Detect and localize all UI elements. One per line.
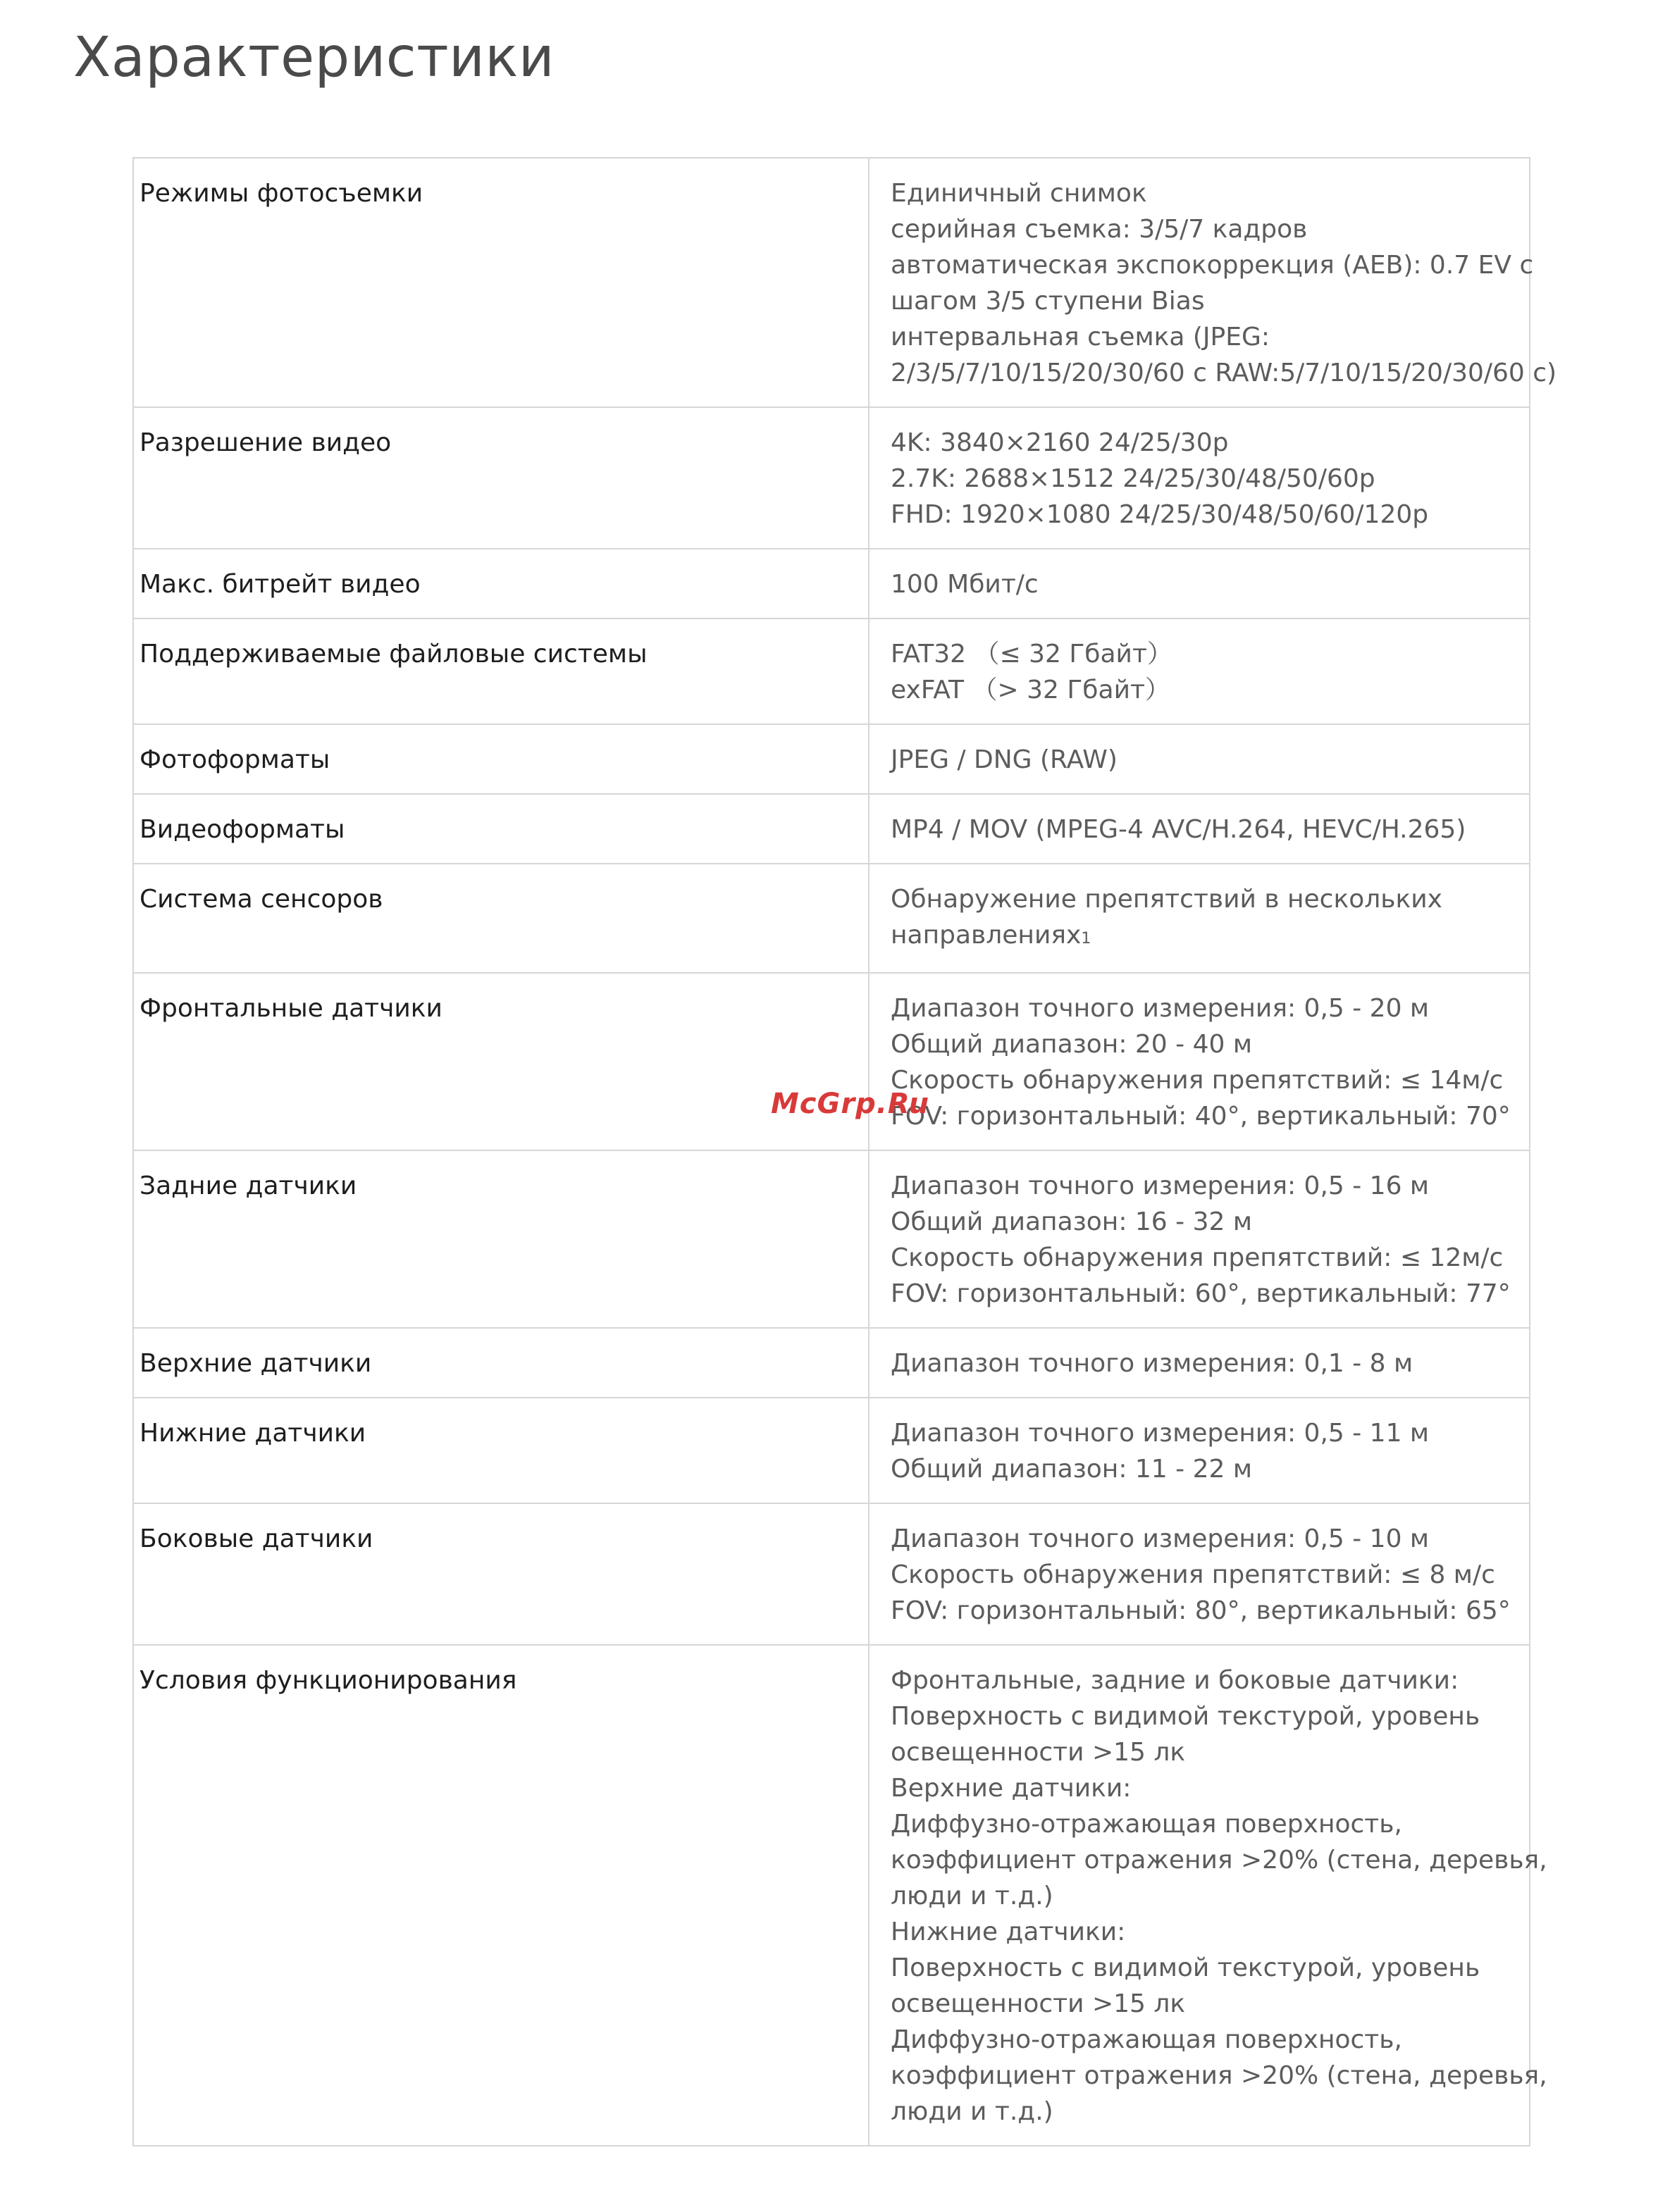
spec-value-text: Скорость обнаружения препятствий: ≤ 8 м/с	[891, 1560, 1495, 1589]
spec-value-text: коэффициент отражения >20% (стена, деревья,	[891, 1846, 1547, 1875]
spec-value-text: 2/3/5/7/10/15/20/30/60 с RAW:5/7/10/15/20/30/60 с)	[891, 359, 1557, 387]
spec-value-text: Диффузно-отражающая поверхность,	[891, 2025, 1402, 2054]
spec-value-line	[891, 1663, 1515, 1698]
spec-value-line	[891, 636, 1515, 672]
spec-row	[133, 973, 1530, 1150]
spec-row	[133, 724, 1530, 794]
spec-value-text: Фронтальные, задние и боковые датчики:	[891, 1666, 1459, 1695]
spec-row	[133, 1328, 1530, 1398]
spec-value-line	[891, 1451, 1515, 1487]
spec-label: Видеоформаты	[133, 794, 869, 864]
spec-value-line	[891, 742, 1515, 778]
spec-label: Поддерживаемые файловые системы	[133, 619, 869, 724]
spec-row	[133, 1503, 1530, 1645]
spec-value-line	[891, 1098, 1515, 1134]
spec-value-line	[891, 1346, 1515, 1381]
spec-label: Задние датчики	[133, 1150, 869, 1328]
spec-value-line	[891, 425, 1515, 461]
spec-value	[869, 407, 1530, 549]
spec-value-line	[891, 355, 1557, 391]
spec-label: Условия функционирования	[133, 1645, 869, 2146]
spec-value-line	[891, 1806, 1515, 1842]
spec-value-line	[891, 1593, 1515, 1629]
spec-value	[869, 549, 1530, 619]
spec-value-text: Единичный снимок	[891, 179, 1147, 208]
spec-value-text: exFAT （> 32 Гбайт）	[891, 676, 1170, 704]
spec-value-line	[891, 2058, 1547, 2094]
spec-value-text: коэффициент отражения >20% (стена, деревья,	[891, 2061, 1547, 2090]
spec-value-line	[891, 211, 1515, 247]
spec-table	[132, 157, 1557, 2146]
spec-value-line	[891, 247, 1534, 283]
spec-label: Система сенсоров	[133, 864, 869, 973]
spec-value-line	[891, 2022, 1515, 2058]
spec-value-line	[891, 1062, 1515, 1098]
spec-value-text: направлениях	[891, 921, 1082, 950]
spec-row	[133, 864, 1530, 973]
spec-value-text: Скорость обнаружения препятствий: ≤ 12м/с	[891, 1243, 1504, 1272]
spec-value-text: Нижние датчики:	[891, 1918, 1126, 1946]
spec-value-line	[891, 881, 1515, 917]
spec-value-line	[891, 1950, 1515, 1986]
spec-value	[869, 973, 1530, 1150]
spec-value-text: 4K: 3840×2160 24/25/30p	[891, 428, 1229, 457]
spec-value-line	[891, 497, 1515, 533]
spec-value-text: Диапазон точного измерения: 0,5 - 20 м	[891, 994, 1430, 1023]
spec-value-line	[891, 1521, 1515, 1557]
spec-value-text: освещенности >15 лк	[891, 1738, 1186, 1767]
spec-value-text: Общий диапазон: 11 - 22 м	[891, 1455, 1252, 1484]
footnote-marker: 1	[1081, 930, 1091, 947]
spec-value	[869, 1398, 1530, 1503]
spec-row	[133, 549, 1530, 619]
spec-value	[869, 158, 1557, 407]
spec-value-text: автоматическая экспокоррекция (AEB): 0.7 EV с	[891, 251, 1534, 280]
spec-value-line	[891, 1204, 1515, 1240]
spec-value-line	[891, 461, 1515, 497]
spec-value-text: Диапазон точного измерения: 0,5 - 10 м	[891, 1524, 1430, 1553]
spec-value-text: Поверхность с видимой текстурой, уровень	[891, 1702, 1480, 1731]
spec-row	[133, 1645, 1530, 2146]
spec-value-line	[891, 1168, 1515, 1204]
spec-value-line	[891, 1734, 1515, 1770]
spec-value-text: FHD: 1920×1080 24/25/30/48/50/60/120p	[891, 500, 1429, 529]
spec-label: Разрешение видео	[133, 407, 869, 549]
spec-value-text: Общий диапазон: 16 - 32 м	[891, 1207, 1252, 1236]
spec-value	[869, 1150, 1530, 1328]
spec-value-line	[891, 1276, 1515, 1312]
spec-row	[133, 158, 1530, 407]
spec-value-text: серийная съемка: 3/5/7 кадров	[891, 215, 1308, 244]
spec-value-text: Диапазон точного измерения: 0,5 - 16 м	[891, 1172, 1430, 1200]
spec-value-text: Верхние датчики:	[891, 1774, 1132, 1803]
spec-table-body	[133, 158, 1557, 2146]
spec-value-line	[891, 812, 1515, 847]
spec-label: Макс. битрейт видео	[133, 549, 869, 619]
spec-row	[133, 794, 1530, 864]
spec-value	[869, 864, 1530, 973]
spec-value-line	[891, 990, 1515, 1026]
spec-value-line	[891, 1914, 1515, 1950]
spec-label: Фотоформаты	[133, 724, 869, 794]
spec-value-text: Обнаружение препятствий в нескольких	[891, 885, 1442, 914]
spec-value-text: 100 Мбит/с	[891, 570, 1039, 599]
spec-value-line	[891, 1026, 1515, 1062]
spec-value-line	[891, 1415, 1515, 1451]
spec-value-text: JPEG / DNG (RAW)	[891, 745, 1118, 774]
spec-value-line	[891, 1240, 1515, 1276]
spec-value-line	[891, 175, 1515, 211]
spec-row	[133, 1150, 1530, 1328]
spec-value-line	[891, 1698, 1515, 1734]
spec-value-line	[891, 1842, 1547, 1878]
spec-value	[869, 1645, 1547, 2146]
spec-value-text: FOV: горизонтальный: 80°, вертикальный: 65°	[891, 1596, 1511, 1625]
spec-value-text: люди и т.д.)	[891, 2097, 1053, 2126]
spec-label: Режимы фотосъемки	[133, 158, 869, 407]
spec-value-text: шагом 3/5 ступени Bias	[891, 287, 1205, 316]
spec-value-text: Общий диапазон: 20 - 40 м	[891, 1030, 1252, 1059]
spec-value-text: Диапазон точного измерения: 0,5 - 11 м	[891, 1419, 1430, 1448]
spec-value-text: MP4 / MOV (MPEG-4 AVC/H.264, HEVC/H.265)	[891, 815, 1466, 844]
spec-value-text: FOV: горизонтальный: 40°, вертикальный: 70°	[891, 1102, 1511, 1131]
spec-value-text: Диапазон точного измерения: 0,1 - 8 м	[891, 1349, 1413, 1378]
spec-value-text: интервальная съемка (JPEG:	[891, 323, 1270, 352]
spec-value-line	[891, 1770, 1515, 1806]
spec-value-line	[891, 2094, 1515, 2130]
spec-value-line	[891, 283, 1515, 319]
spec-value-text: Диффузно-отражающая поверхность,	[891, 1810, 1402, 1839]
spec-value-line	[891, 672, 1515, 708]
spec-row	[133, 619, 1530, 724]
spec-value-line	[891, 1557, 1515, 1593]
spec-value	[869, 1503, 1530, 1645]
spec-value	[869, 1328, 1530, 1398]
spec-value-line	[891, 566, 1515, 602]
spec-value-line	[891, 319, 1515, 355]
spec-value	[869, 794, 1530, 864]
spec-value-line	[891, 1878, 1515, 1914]
spec-label: Нижние датчики	[133, 1398, 869, 1503]
spec-value-text: Скорость обнаружения препятствий: ≤ 14м/с	[891, 1066, 1504, 1095]
spec-label: Верхние датчики	[133, 1328, 869, 1398]
spec-label: Боковые датчики	[133, 1503, 869, 1645]
watermark: McGrp.Ru	[771, 1088, 929, 1120]
spec-value-text: люди и т.д.)	[891, 1882, 1053, 1910]
spec-row	[133, 407, 1530, 549]
spec-value-text: FOV: горизонтальный: 60°, вертикальный: 77°	[891, 1279, 1511, 1308]
page-title: Характеристики	[73, 26, 555, 89]
spec-value-text: FAT32 （≤ 32 Гбайт）	[891, 640, 1172, 669]
spec-value-line	[891, 1986, 1515, 2022]
spec-value-text: 2.7K: 2688×1512 24/25/30/48/50/60p	[891, 464, 1375, 493]
spec-label: Фронтальные датчики	[133, 973, 869, 1150]
spec-value	[869, 724, 1530, 794]
spec-value	[869, 619, 1530, 724]
spec-value-text: освещенности >15 лк	[891, 1989, 1186, 2018]
spec-value-text: Поверхность с видимой текстурой, уровень	[891, 1953, 1480, 1982]
spec-value-line	[891, 917, 1515, 957]
spec-row	[133, 1398, 1530, 1503]
